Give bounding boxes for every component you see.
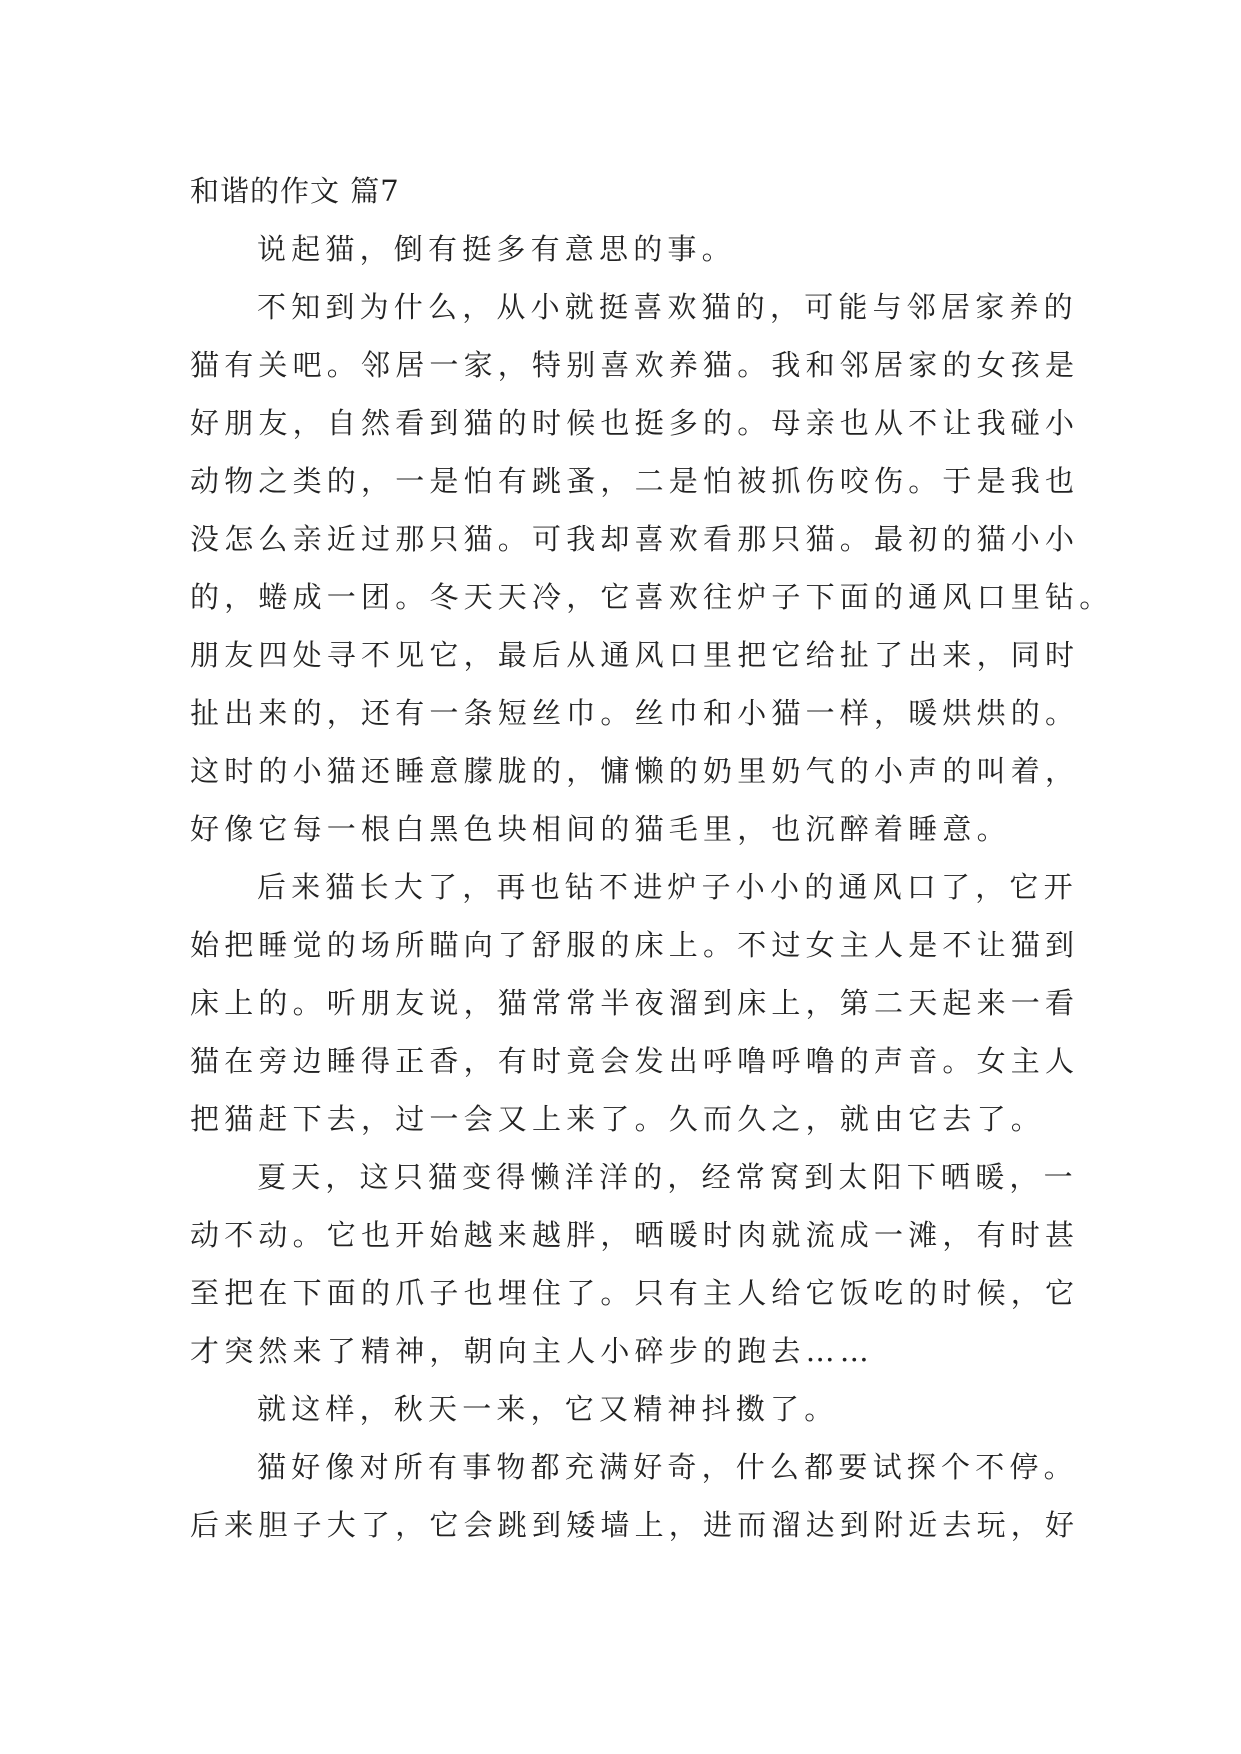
paragraph-line: 扯出来的，还有一条短丝巾。丝巾和小猫一样，暖烘烘的。 [190,696,1080,730]
paragraph-line: 床上的。听朋友说，猫常常半夜溜到床上，第二天起来一看 [190,986,1080,1020]
paragraph-line: 这时的小猫还睡意朦胧的，慵懒的奶里奶气的小声的叫着， [190,754,1080,788]
paragraph-line: 不知到为什么，从小就挺喜欢猫的，可能与邻居家养的 [257,290,1078,324]
paragraph-line: 始把睡觉的场所瞄向了舒服的床上。不过女主人是不让猫到 [190,928,1080,962]
paragraph-line: 至把在下面的爪子也埋住了。只有主人给它饭吃的时候，它 [190,1276,1080,1310]
paragraph-line: 后来胆子大了，它会跳到矮墙上，进而溜达到附近去玩，好 [190,1508,1080,1542]
paragraph-line: 猫在旁边睡得正香，有时竟会发出呼噜呼噜的声音。女主人 [190,1044,1080,1078]
paragraph-line: 猫好像对所有事物都充满好奇，什么都要试探个不停。 [257,1450,1078,1484]
essay-body [190,162,1114,1554]
paragraph-line: 动不动。它也开始越来越胖，晒暖时肉就流成一滩，有时甚 [190,1218,1080,1252]
paragraph-line: 说起猫，倒有挺多有意思的事。 [257,232,736,266]
paragraph-line: 后来猫长大了，再也钻不进炉子小小的通风口了，它开 [257,870,1078,904]
paragraph-line: 没怎么亲近过那只猫。可我却喜欢看那只猫。最初的猫小小 [190,522,1080,556]
paragraph-line: 好朋友，自然看到猫的时候也挺多的。母亲也从不让我碰小 [190,406,1080,440]
paragraph-line: 动物之类的，一是怕有跳蚤，二是怕被抓伤咬伤。于是我也 [190,464,1080,498]
paragraph-line: 就这样，秋天一来，它又精神抖擞了。 [257,1392,839,1426]
paragraph-line: 朋友四处寻不见它，最后从通风口里把它给扯了出来，同时 [190,638,1080,672]
essay-title: 和谐的作文 篇7 [190,174,400,208]
paragraph-line: 的，蜷成一团。冬天天冷，它喜欢往炉子下面的通风口里钻。 [190,580,1114,614]
paragraph-line: 夏天，这只猫变得懒洋洋的，经常窝到太阳下晒暖，一 [257,1160,1078,1194]
paragraph-line: 好像它每一根白黑色块相间的猫毛里，也沉醉着睡意。 [190,812,1011,846]
paragraph-line: 才突然来了精神，朝向主人小碎步的跑去…… [190,1334,875,1368]
paragraph-line: 猫有关吧。邻居一家，特别喜欢养猫。我和邻居家的女孩是 [190,348,1080,382]
paragraph-line: 把猫赶下去，过一会又上来了。久而久之，就由它去了。 [190,1102,1046,1136]
